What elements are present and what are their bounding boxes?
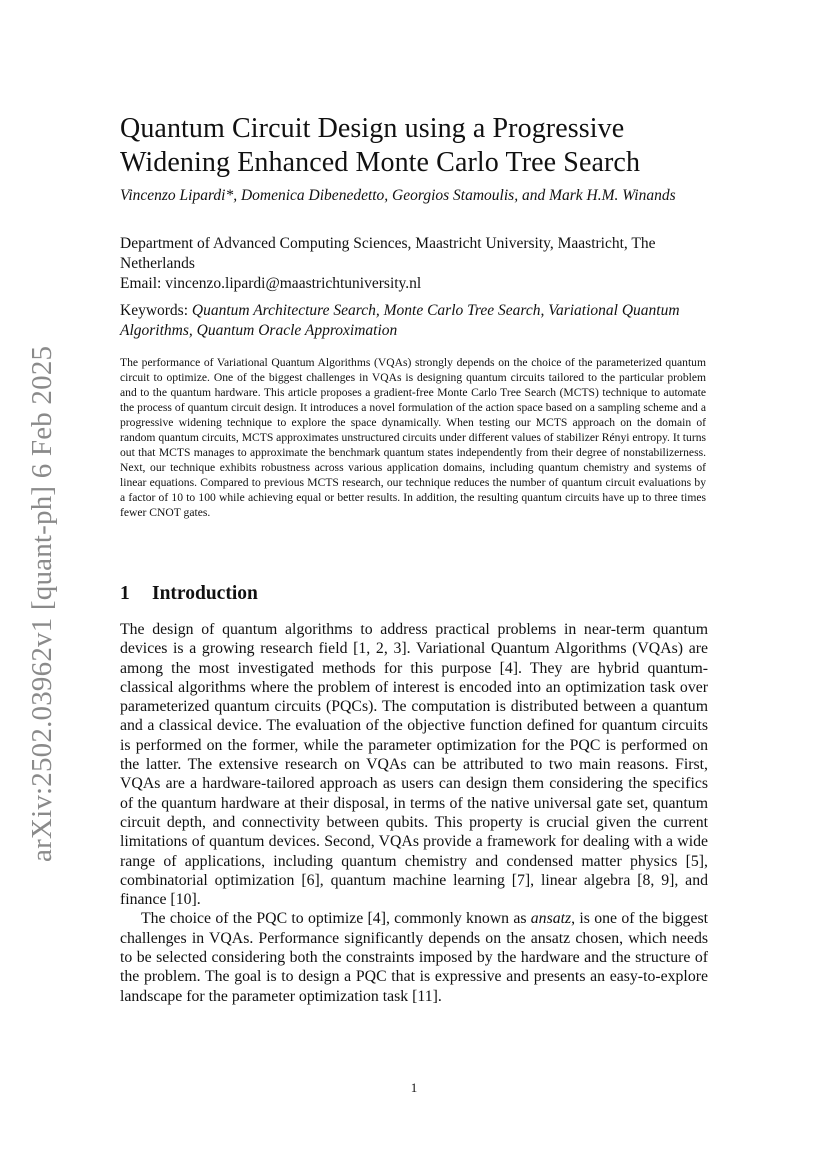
keywords-values: Quantum Architecture Search, Monte Carlo Tree Search, Variational Quantum Algorithms, Quantum Oracle Approximation	[120, 302, 680, 339]
intro-paragraph-1: The design of quantum algorithms to address practical problems in near-term quantum devices is a growing research field [1, 2, 3]. Variational Quantum Algorithms (VQAs) are among the most investigated methods for this purpose [4]. They are hybrid quantum-classical algorithms where the problem of interest is encoded into an optimization task over parameterized quantum circuits (PQCs). The computation is distributed between a quantum and a classical device. The evaluation of the objective function defined for quantum circuits is performed on the former, while the parameter optimization for the PQC is performed on the latter. The extensive research on VQAs can be attributed to two main reasons. First, VQAs are a hardware-tailored approach as users can design them considering the specifics of the quantum hardware at their disposal, in terms of the native universal gate set, quantum circuit depth, and connectivity between qubits. This property is crucial given the current limitations of quantum devices. Second, VQAs provide a framework for dealing with a wide range of applications, including quantum chemistry and condensed matter physics [5], combinatorial optimization [6], quantum machine learning [7], linear algebra [8, 9], and finance [10].	[120, 621, 708, 909]
keywords-label: Keywords:	[120, 302, 192, 319]
section-title: Introduction	[152, 583, 258, 604]
ansatz-term: ansatz	[530, 910, 572, 928]
keywords-block	[120, 301, 730, 341]
abstract-text: The performance of Variational Quantum Algorithms (VQAs) strongly depends on the choice of the parameterized quantum circuit to optimize. One of the biggest challenges in VQAs is designing quantum circuits tailored to the particular problem and to the quantum hardware. This article proposes a gradient-free Monte Carlo Tree Search (MCTS) technique to automate the process of quantum circuit design. It introduces a novel formulation of the action space based on a sampling scheme and a progressive widening technique to explore the space dynamically. When testing our MCTS approach on the domain of random quantum circuits, MCTS approximates unstructured circuits under different values of stabilizer Rényi entropy. It turns out that MCTS manages to approximate the benchmark quantum states independently from their degree of nonstabilizerness. Next, our technique exhibits robustness across various application domains, including quantum chemistry and systems of linear equations. Compared to previous MCTS research, our technique reduces the number of quantum circuit evaluations by a factor of 10 to 100 while achieving equal or better results. In addition, the resulting quantum circuits have up to three times fewer CNOT gates.	[120, 356, 706, 519]
arxiv-identifier-stamp: arXiv:2502.03962v1 [quant-ph] 6 Feb 2025	[26, 345, 58, 862]
author-email: Email: vincenzo.lipardi@maastrichtuniversity.nl	[120, 275, 422, 292]
section-heading-introduction	[120, 581, 720, 607]
introduction-body	[120, 620, 708, 1006]
section-number: 1	[120, 583, 130, 604]
paragraph-2-end: , is one of the biggest challenges in VQAs. Performance significantly depends on the ansatz chosen, which needs to be selected considering both the constraints imposed by the hardware and the structure of the problem. The goal is to design a PQC that is expressive and presents an easy-to-explore landscape for the parameter optimization task [11].	[120, 910, 708, 1005]
page-number: 1	[410, 1080, 418, 1095]
paragraph-2-start: The choice of the PQC to optimize [4], commonly known as	[141, 910, 531, 928]
author-list: Vincenzo Lipardi*, Domenica Dibenedetto, Georgios Stamoulis, and Mark H.M. Winands	[120, 187, 676, 204]
affiliation-block	[120, 234, 730, 294]
intro-paragraph-2	[120, 909, 708, 1005]
affiliation-text: Department of Advanced Computing Sciences, Maastricht University, Maastricht, The Netherlands	[120, 235, 656, 272]
paper-title: Quantum Circuit Design using a Progressive Widening Enhanced Monte Carlo Tree Search	[120, 113, 641, 178]
